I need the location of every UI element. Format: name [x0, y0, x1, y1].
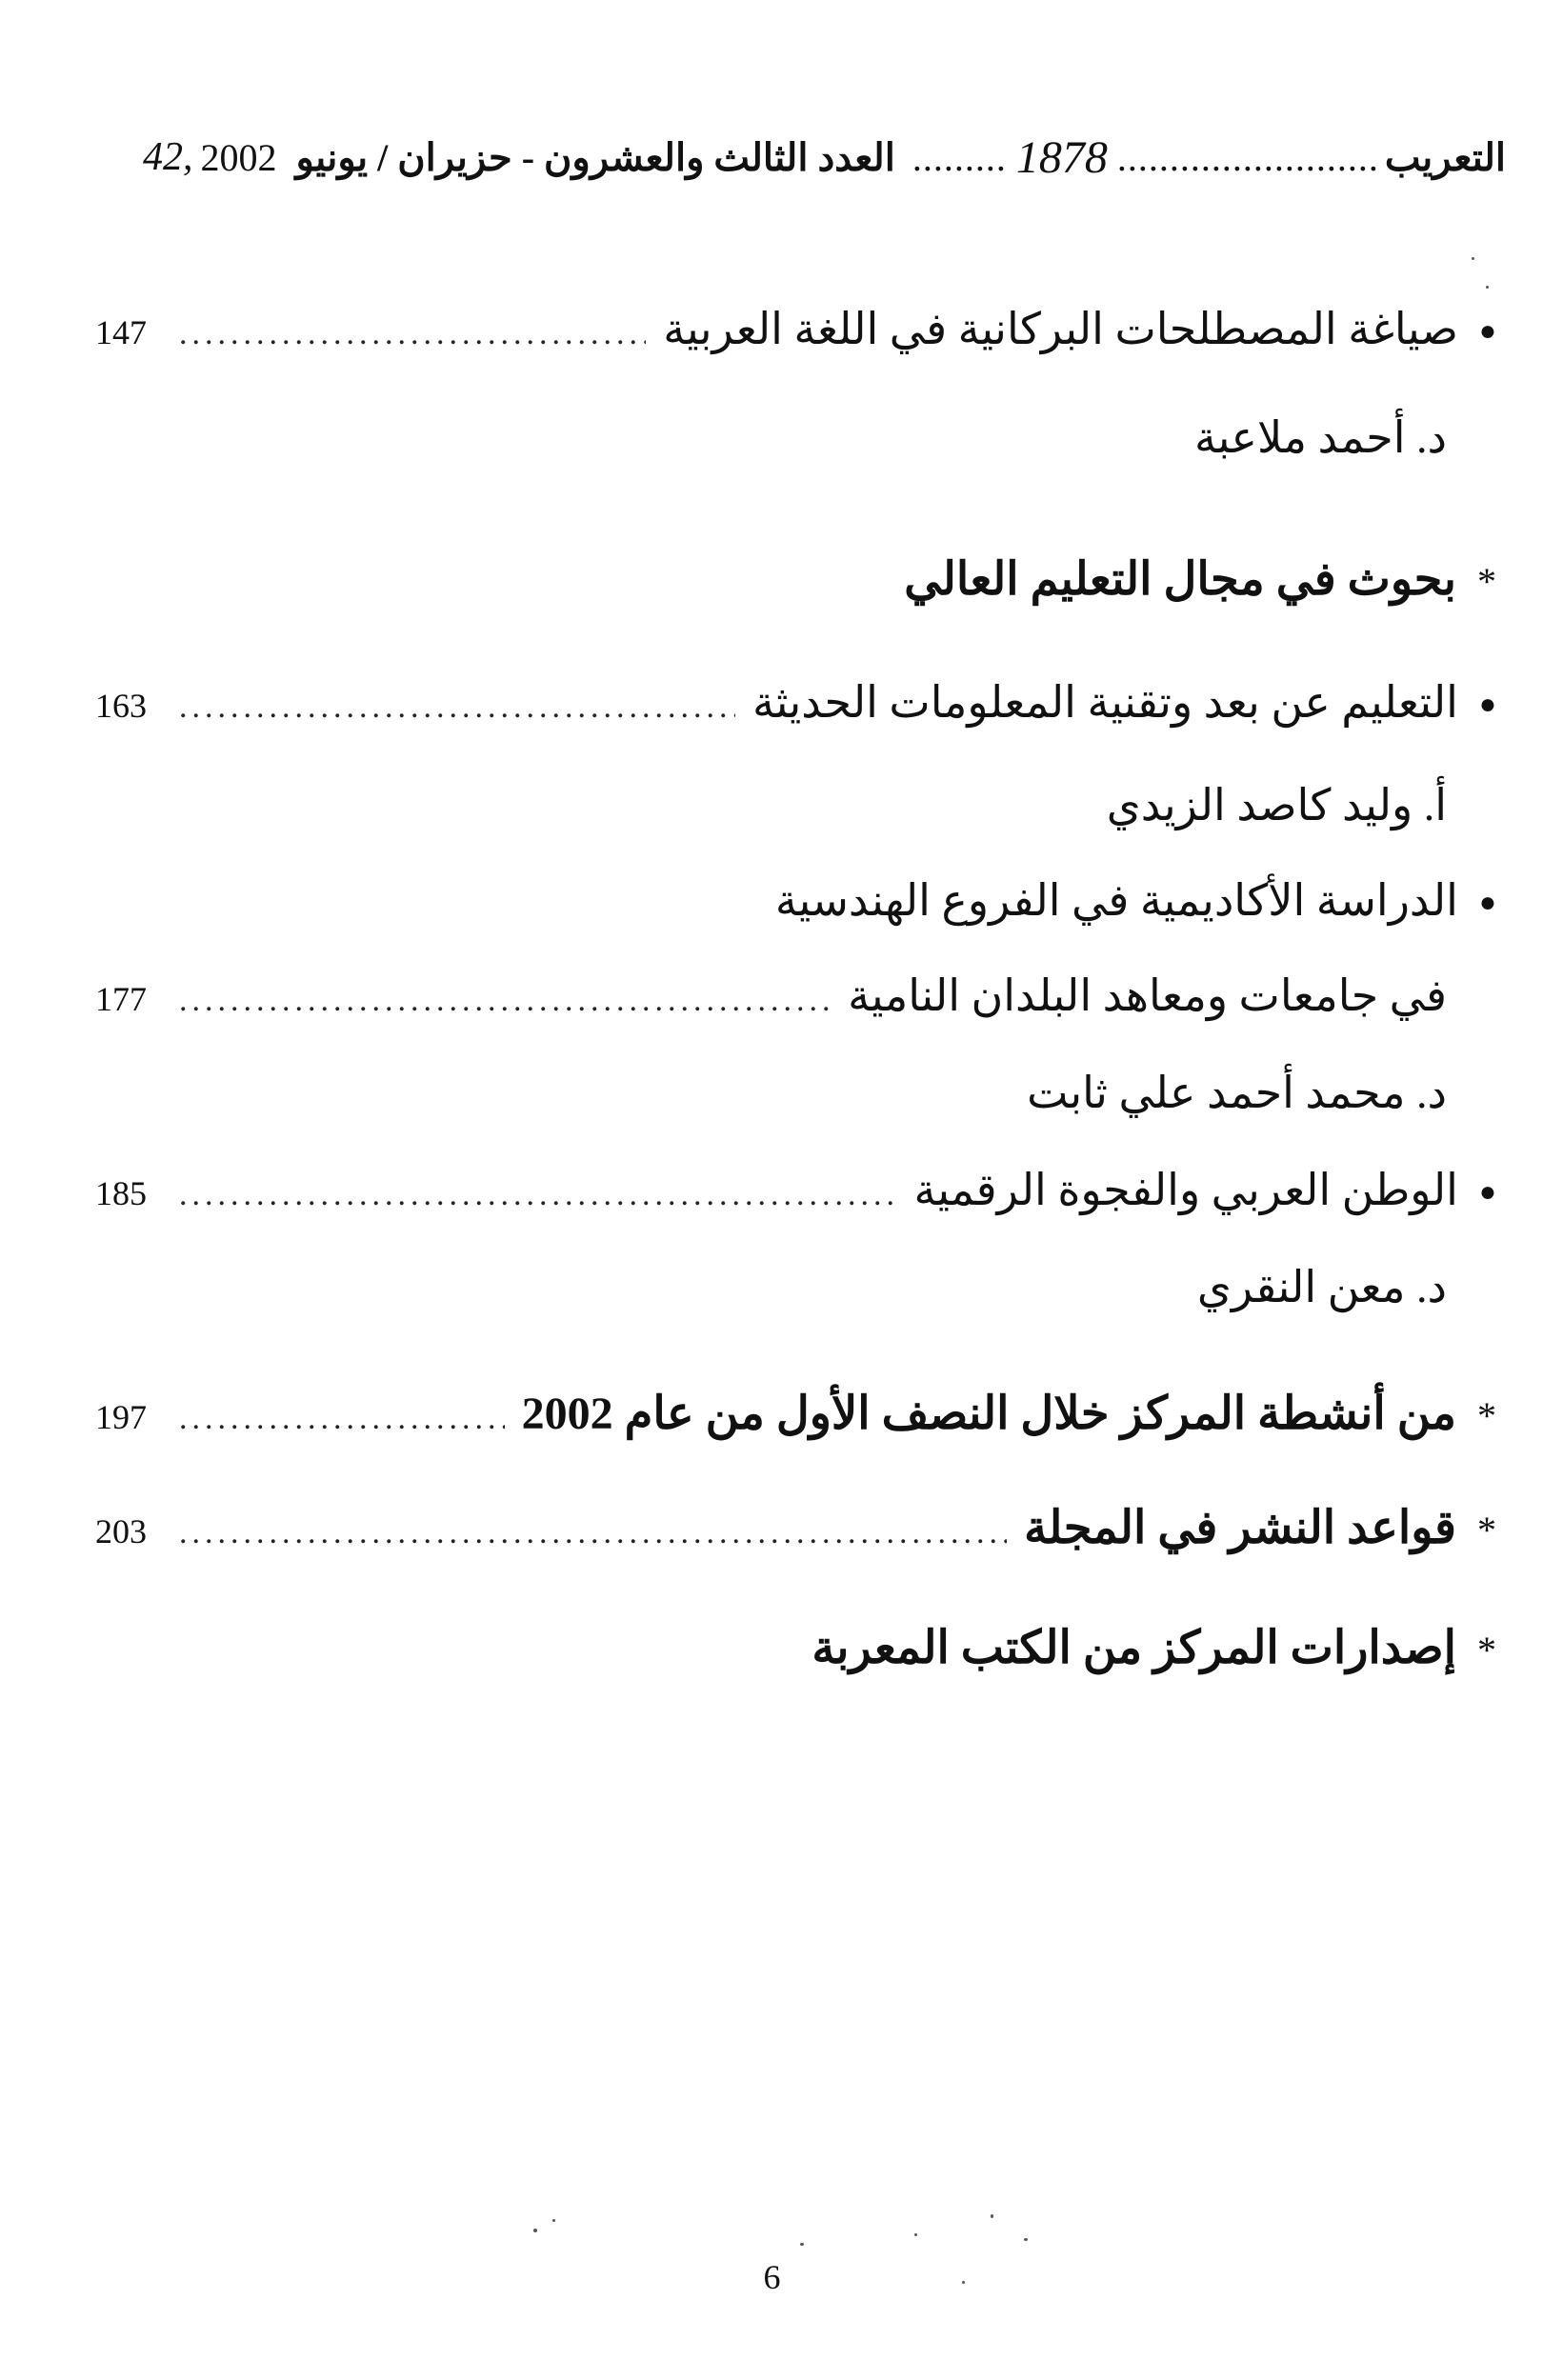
- page-header: [34, 124, 1506, 190]
- journal-name: التعريب: [1384, 135, 1506, 179]
- section-title: من أنشطة المركز خلال النصف الأول من عام 2002: [521, 1389, 1456, 1439]
- author-name: د. أحمد ملاعبة: [1193, 413, 1447, 462]
- toc-section: [95, 1501, 1496, 1554]
- toc-author: [95, 1067, 1496, 1118]
- section-title: قواعد النشر في المجلة: [1024, 1503, 1456, 1553]
- scan-speck: [800, 2243, 804, 2246]
- toc-entry: [95, 303, 1496, 354]
- star-icon: *: [1477, 1629, 1496, 1671]
- toc-author: [95, 411, 1496, 463]
- toc-entry: [95, 1164, 1496, 1215]
- toc-author: [95, 1261, 1496, 1312]
- toc-section: [95, 1621, 1496, 1674]
- star-icon: *: [1477, 1509, 1496, 1551]
- issue-year: 2002: [200, 135, 277, 179]
- section-title: إصدارات المركز من الكتب المعربة: [812, 1623, 1456, 1673]
- entry-title: الدراسة الأكاديمية في الفروع الهندسية: [774, 876, 1458, 925]
- leader-dots: [179, 690, 735, 726]
- page-number: 163: [95, 687, 147, 725]
- star-icon: *: [1477, 560, 1496, 603]
- scan-speck: [533, 2229, 537, 2232]
- entry-title: التعليم عن بعد وتقنية المعلومات الحديثة: [751, 678, 1458, 727]
- issue-label: العدد الثالث والعشرون - حزيران / يونيو: [295, 135, 895, 179]
- leader-dots: [179, 1401, 505, 1437]
- star-icon: *: [1477, 1394, 1496, 1437]
- scan-speck: [1024, 2238, 1028, 2241]
- header-dots: .........: [912, 135, 1007, 179]
- handwritten-mark: 42,: [142, 135, 193, 179]
- footer-page-number: 6: [763, 2258, 781, 2296]
- page-number: 177: [95, 980, 147, 1018]
- leader-dots: [179, 983, 831, 1019]
- page-number: 185: [95, 1174, 147, 1212]
- leader-dots: [179, 316, 646, 352]
- page-footer: [0, 2257, 1563, 2297]
- scan-speck: [552, 2219, 555, 2222]
- entry-title: الوطن العربي والفجوة الرقمية: [913, 1166, 1458, 1214]
- scan-speck: [914, 2233, 917, 2236]
- section-title: بحوث في مجال التعليم العالي: [904, 554, 1456, 605]
- scan-speck: [962, 2281, 965, 2284]
- bullet-icon: ●: [1478, 1176, 1496, 1208]
- leader-dots: [179, 1515, 1007, 1551]
- author-name: أ. وليد كاصد الزيدي: [1106, 781, 1447, 830]
- scan-speck: [1486, 286, 1489, 289]
- bullet-icon: ●: [1478, 315, 1496, 347]
- page-number: 197: [95, 1398, 147, 1436]
- toc-entry-continuation: [95, 970, 1496, 1021]
- entry-title: صياغة المصطلحات البركانية في اللغة العربية: [663, 305, 1458, 353]
- author-name: د. معن النقري: [1196, 1263, 1447, 1311]
- toc-entry: [95, 676, 1496, 728]
- page-number: 203: [95, 1512, 147, 1550]
- toc-author: [95, 779, 1496, 830]
- scan-speck: [1472, 257, 1474, 260]
- entry-title: في جامعات ومعاهد البلدان النامية: [848, 971, 1447, 1020]
- handwritten-number: 1878: [1015, 131, 1108, 183]
- bullet-icon: ●: [1478, 887, 1496, 918]
- page-number: 147: [95, 313, 147, 351]
- header-dots: .........................: [1116, 135, 1379, 179]
- toc-section: [95, 552, 1496, 606]
- leader-dots: [179, 1177, 897, 1213]
- bullet-icon: ●: [1478, 689, 1496, 720]
- toc-section: [95, 1387, 1496, 1440]
- scan-speck: [991, 2214, 993, 2218]
- author-name: د. محمد أحمد علي ثابت: [1027, 1069, 1447, 1117]
- toc-entry: [95, 874, 1496, 926]
